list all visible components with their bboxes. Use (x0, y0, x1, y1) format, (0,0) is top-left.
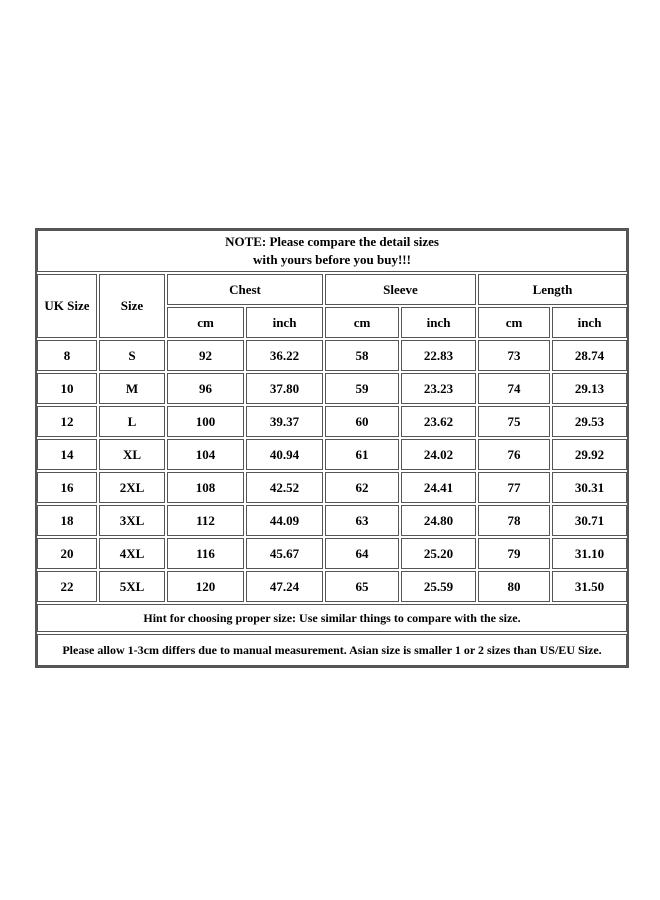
cell-length-cm: 78 (478, 505, 550, 536)
cell-length-inch: 30.31 (552, 472, 627, 503)
cell-sleeve-inch: 25.59 (401, 571, 476, 602)
cell-chest-inch: 36.22 (246, 340, 323, 371)
cell-length-inch: 28.74 (552, 340, 627, 371)
cell-size: 4XL (99, 538, 165, 569)
unit-sleeve-inch: inch (401, 307, 476, 338)
note-line-2: with yours before you buy!!! (253, 252, 411, 267)
cell-length-cm: 76 (478, 439, 550, 470)
cell-sleeve-inch: 25.20 (401, 538, 476, 569)
unit-length-inch: inch (552, 307, 627, 338)
cell-uk-size: 22 (37, 571, 97, 602)
cell-uk-size: 20 (37, 538, 97, 569)
measurement-disclaimer: Please allow 1-3cm differs due to manual measurement. Asian size is smaller 1 or 2 sizes than US/EU Size. (37, 634, 627, 666)
cell-chest-cm: 112 (167, 505, 244, 536)
cell-chest-cm: 116 (167, 538, 244, 569)
cell-uk-size: 8 (37, 340, 97, 371)
cell-length-cm: 80 (478, 571, 550, 602)
cell-size: 2XL (99, 472, 165, 503)
header-size: Size (99, 274, 165, 338)
cell-sleeve-cm: 62 (325, 472, 399, 503)
cell-size: 5XL (99, 571, 165, 602)
cell-chest-inch: 47.24 (246, 571, 323, 602)
cell-length-cm: 79 (478, 538, 550, 569)
cell-length-inch: 31.50 (552, 571, 627, 602)
note-banner (37, 230, 627, 272)
cell-length-inch: 29.53 (552, 406, 627, 437)
header-length: Length (478, 274, 627, 305)
header-uk-size: UK Size (37, 274, 97, 338)
note-line-1: NOTE: Please compare the detail sizes (225, 234, 439, 249)
cell-length-cm: 73 (478, 340, 550, 371)
cell-size: M (99, 373, 165, 404)
cell-sleeve-cm: 63 (325, 505, 399, 536)
cell-sleeve-cm: 61 (325, 439, 399, 470)
cell-size: S (99, 340, 165, 371)
cell-sleeve-inch: 24.80 (401, 505, 476, 536)
cell-sleeve-cm: 64 (325, 538, 399, 569)
unit-chest-cm: cm (167, 307, 244, 338)
cell-length-inch: 29.92 (552, 439, 627, 470)
cell-chest-cm: 108 (167, 472, 244, 503)
cell-length-inch: 29.13 (552, 373, 627, 404)
cell-chest-inch: 39.37 (246, 406, 323, 437)
cell-sleeve-cm: 59 (325, 373, 399, 404)
cell-sleeve-cm: 60 (325, 406, 399, 437)
hint-text: Hint for choosing proper size: Use similar things to compare with the size. (37, 604, 627, 632)
header-chest: Chest (167, 274, 323, 305)
cell-chest-cm: 92 (167, 340, 244, 371)
cell-sleeve-inch: 22.83 (401, 340, 476, 371)
cell-size: L (99, 406, 165, 437)
cell-chest-cm: 96 (167, 373, 244, 404)
cell-chest-inch: 45.67 (246, 538, 323, 569)
cell-length-inch: 30.71 (552, 505, 627, 536)
cell-sleeve-inch: 24.41 (401, 472, 476, 503)
cell-uk-size: 14 (37, 439, 97, 470)
cell-uk-size: 10 (37, 373, 97, 404)
header-sleeve: Sleeve (325, 274, 476, 305)
cell-uk-size: 12 (37, 406, 97, 437)
cell-size: XL (99, 439, 165, 470)
cell-chest-cm: 104 (167, 439, 244, 470)
unit-chest-inch: inch (246, 307, 323, 338)
cell-uk-size: 18 (37, 505, 97, 536)
cell-chest-inch: 44.09 (246, 505, 323, 536)
cell-sleeve-cm: 65 (325, 571, 399, 602)
unit-sleeve-cm: cm (325, 307, 399, 338)
cell-length-cm: 74 (478, 373, 550, 404)
cell-chest-inch: 42.52 (246, 472, 323, 503)
cell-length-cm: 75 (478, 406, 550, 437)
cell-sleeve-inch: 23.23 (401, 373, 476, 404)
cell-chest-inch: 37.80 (246, 373, 323, 404)
cell-chest-cm: 120 (167, 571, 244, 602)
cell-length-cm: 77 (478, 472, 550, 503)
cell-length-inch: 31.10 (552, 538, 627, 569)
cell-sleeve-inch: 23.62 (401, 406, 476, 437)
cell-sleeve-inch: 24.02 (401, 439, 476, 470)
unit-length-cm: cm (478, 307, 550, 338)
cell-sleeve-cm: 58 (325, 340, 399, 371)
cell-uk-size: 16 (37, 472, 97, 503)
cell-size: 3XL (99, 505, 165, 536)
cell-chest-inch: 40.94 (246, 439, 323, 470)
cell-chest-cm: 100 (167, 406, 244, 437)
